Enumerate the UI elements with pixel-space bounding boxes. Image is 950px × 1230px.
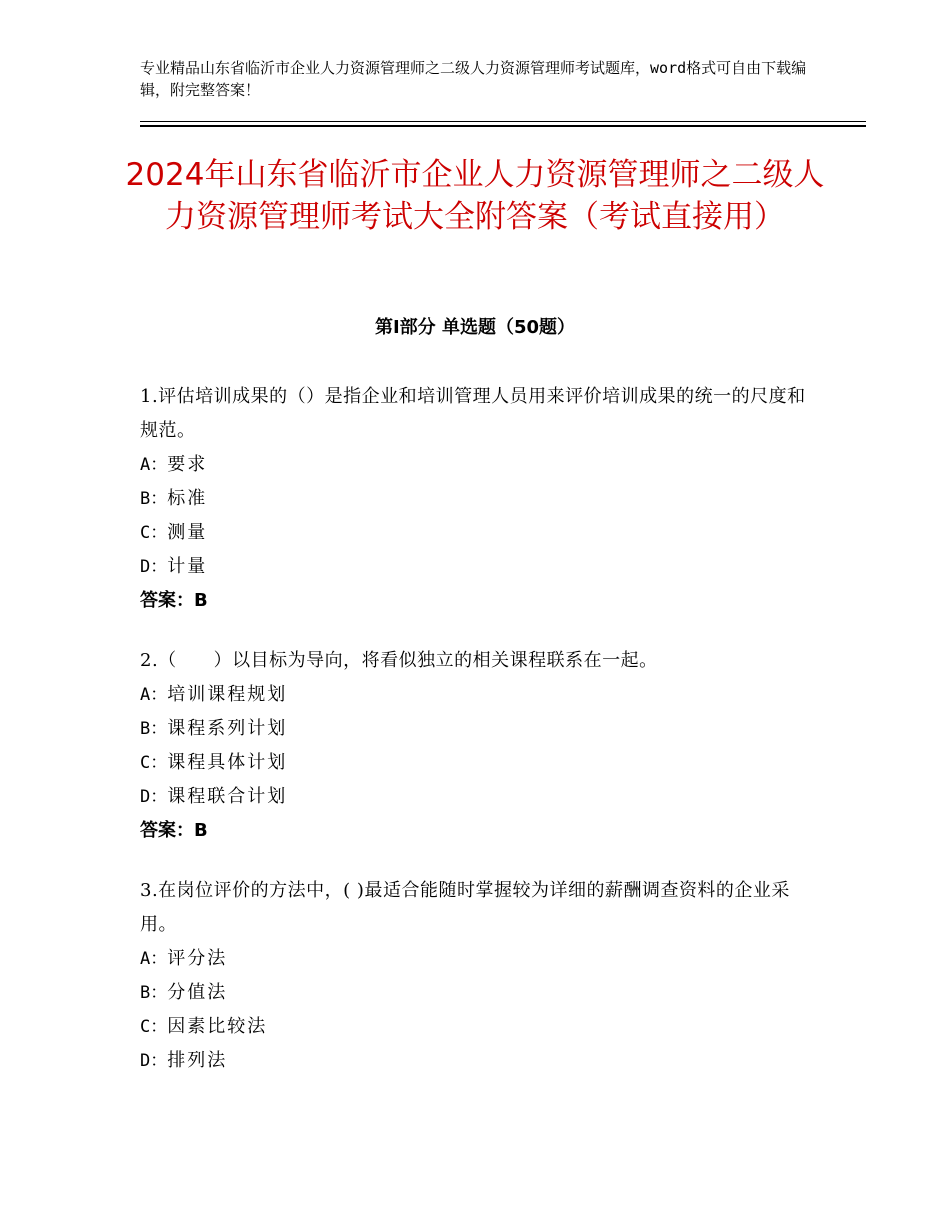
option-d (140, 550, 820, 584)
question-list (140, 380, 820, 1104)
answer-line: 答案：B (140, 820, 208, 841)
question-stem: 3.在岗位评价的方法中，( )最适合能随时掌握较为详细的薪酬调查资料的企业采用。 (140, 880, 790, 935)
option-b (140, 482, 820, 516)
option-d (140, 780, 820, 814)
option-b (140, 712, 820, 746)
option-letter: B： (140, 719, 168, 739)
option-a (140, 678, 820, 712)
option-text: 课程联合计划 (167, 786, 288, 807)
question-stem: 2.（ ）以目标为导向，将看似独立的相关课程联系在一起。 (140, 650, 658, 671)
option-c (140, 1010, 820, 1044)
option-text: 课程具体计划 (167, 752, 288, 773)
option-d (140, 1044, 820, 1078)
option-letter: D： (140, 557, 168, 577)
option-letter: B： (140, 489, 168, 509)
question-1 (140, 380, 820, 618)
option-a (140, 942, 820, 976)
option-text: 排列法 (167, 1050, 228, 1071)
option-text: 分值法 (167, 982, 228, 1003)
option-letter: D： (140, 787, 168, 807)
option-letter: D： (140, 1051, 168, 1071)
option-c (140, 746, 820, 780)
section-title: 第Ⅰ部分 单选题（50题） (374, 317, 575, 338)
option-text: 评分法 (167, 948, 228, 969)
question-2 (140, 644, 820, 848)
option-text: 课程系列计划 (167, 718, 288, 739)
question-3 (140, 874, 820, 1078)
option-letter: C： (140, 753, 168, 773)
option-letter: A： (140, 685, 168, 705)
header-note: 专业精品山东省临沂市企业人力资源管理师之二级人力资源管理师考试题库，word格式可自由下载编辑，附完整答案！ (140, 59, 807, 99)
option-a (140, 448, 820, 482)
option-text: 计量 (167, 556, 208, 577)
option-b (140, 976, 820, 1010)
option-letter: B： (140, 983, 168, 1003)
header-rule-thick (140, 125, 866, 127)
option-text: 培训课程规划 (167, 684, 288, 705)
option-letter: A： (140, 455, 168, 475)
option-letter: A： (140, 949, 168, 969)
option-text: 因素比较法 (167, 1016, 268, 1037)
option-letter: C： (140, 523, 168, 543)
option-letter: C： (140, 1017, 168, 1037)
option-text: 测量 (167, 522, 208, 543)
question-stem: 1.评估培训成果的（）是指企业和培训管理人员用来评价培训成果的统一的尺度和规范。 (140, 386, 806, 441)
header-rule-thin (140, 121, 866, 122)
document-title: 2024年山东省临沂市企业人力资源管理师之二级人力资源管理师考试大全附答案（考试直接用） (125, 157, 825, 235)
answer-line: 答案：B (140, 590, 208, 611)
option-text: 标准 (167, 488, 208, 509)
option-text: 要求 (167, 454, 208, 475)
option-c (140, 516, 820, 550)
